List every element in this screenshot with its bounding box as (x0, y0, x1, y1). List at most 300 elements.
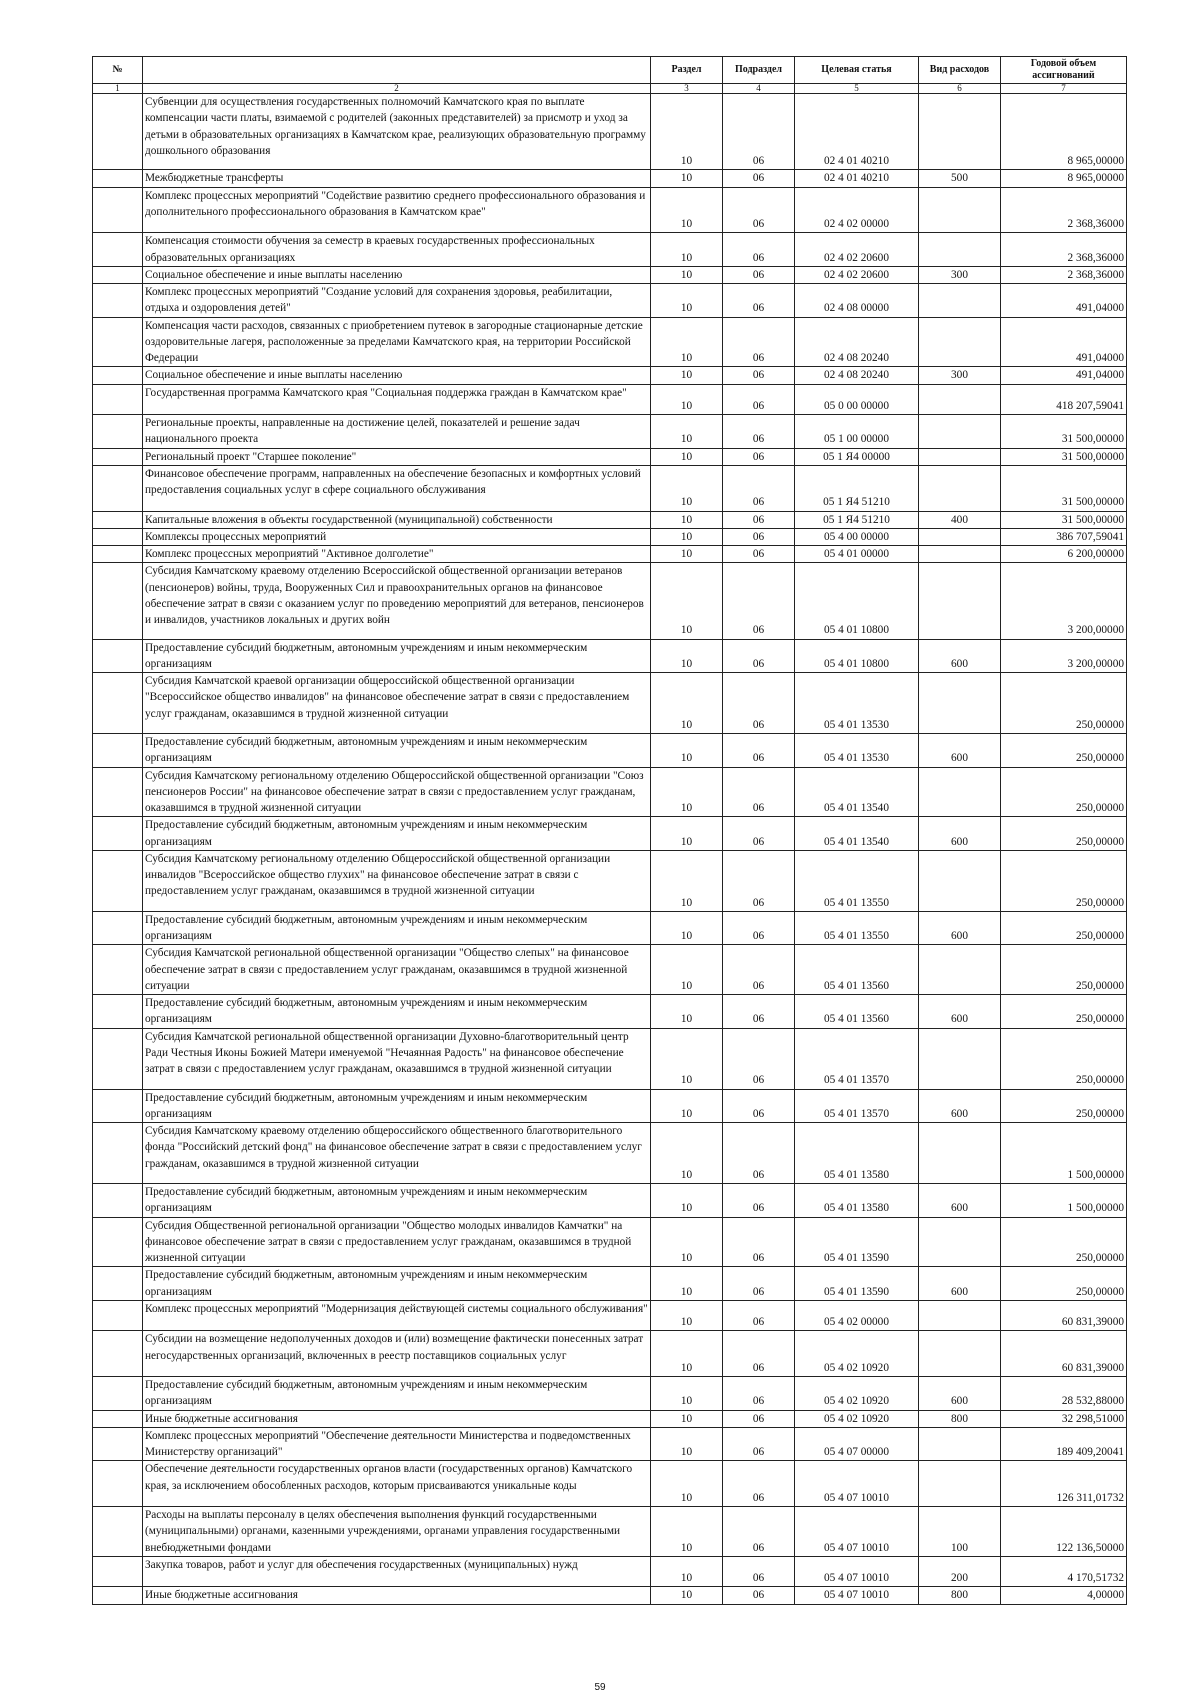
row-name-cell: Компенсация стоимости обучения за семестр в краевых государственных профессиональных образовательных организациях (143, 233, 651, 267)
row-subsection-cell: 06 (723, 563, 795, 639)
row-name-cell: Предоставление субсидий бюджетным, автономным учреждениям и иным некоммерческим организациям (143, 1089, 651, 1123)
row-subsection-cell: 06 (723, 317, 795, 367)
row-name-cell: Субсидии на возмещение недополученных доходов и (или) возмещение фактически понесенных затрат негосударственных организаций, включенных в реестр поставщиков социальных услуг (143, 1331, 651, 1377)
row-section-cell: 10 (651, 1089, 723, 1123)
row-volume-cell: 1 500,00000 (1001, 1123, 1127, 1184)
row-volume-cell: 250,00000 (1001, 1028, 1127, 1089)
row-volume-cell: 1 500,00000 (1001, 1184, 1127, 1218)
table-row (93, 1427, 1127, 1461)
row-expense-cell (919, 546, 1001, 563)
row-volume-cell: 491,04000 (1001, 284, 1127, 318)
header-number: № (93, 57, 143, 84)
row-target-cell: 05 0 00 00000 (795, 384, 919, 415)
row-target-cell: 05 4 01 13570 (795, 1028, 919, 1089)
row-number-cell (93, 1089, 143, 1123)
row-name-cell: Комплекс процессных мероприятий "Создание условий для сохранения здоровья, реабилитации, отдыха и оздоровления детей" (143, 284, 651, 318)
column-number: 4 (723, 84, 795, 94)
row-target-cell: 05 4 02 10920 (795, 1410, 919, 1427)
table-row (93, 170, 1127, 187)
table-row (93, 465, 1127, 511)
row-subsection-cell: 06 (723, 817, 795, 851)
row-number-cell (93, 1123, 143, 1184)
table-row (93, 1461, 1127, 1507)
row-name-cell: Субсидия Камчатскому региональному отделению Общероссийской общественной организации "Союз пенсионеров России" на финансовое обеспечение затрат в связи с предоставлением услуг гражданам, оказавшимся в трудной жизненной ситуации (143, 767, 651, 817)
row-target-cell: 05 4 07 10010 (795, 1556, 919, 1587)
row-volume-cell: 250,00000 (1001, 995, 1127, 1029)
table-row (93, 563, 1127, 639)
table-header-row (93, 57, 1127, 84)
column-number: 3 (651, 84, 723, 94)
row-target-cell: 05 1 Я4 51210 (795, 465, 919, 511)
row-expense-cell (919, 1217, 1001, 1267)
row-volume-cell: 189 409,20041 (1001, 1427, 1127, 1461)
row-expense-cell (919, 448, 1001, 465)
row-expense-cell (919, 465, 1001, 511)
row-expense-cell (919, 850, 1001, 911)
row-volume-cell: 2 368,36000 (1001, 187, 1127, 233)
row-section-cell: 10 (651, 511, 723, 528)
row-target-cell: 05 4 01 13550 (795, 911, 919, 945)
row-name-cell: Субвенции для осуществления государственных полномочий Камчатского края по выплате компенсации части платы, взимаемой с родителей (законных представителей) за присмотр и уход за детьми в образовательных организациях в Камчатском крае, реализующих образовательную программу дошкольного образования (143, 94, 651, 170)
row-expense-cell: 600 (919, 817, 1001, 851)
table-row (93, 734, 1127, 768)
row-subsection-cell: 06 (723, 284, 795, 318)
row-target-cell: 05 4 02 00000 (795, 1300, 919, 1331)
row-number-cell (93, 1507, 143, 1557)
row-subsection-cell: 06 (723, 1184, 795, 1218)
table-row (93, 1267, 1127, 1301)
row-section-cell: 10 (651, 767, 723, 817)
row-subsection-cell: 06 (723, 639, 795, 673)
row-number-cell (93, 1427, 143, 1461)
row-number-cell (93, 284, 143, 318)
row-subsection-cell: 06 (723, 1377, 795, 1411)
row-target-cell: 05 1 Я4 00000 (795, 448, 919, 465)
column-number: 6 (919, 84, 1001, 94)
column-number: 1 (93, 84, 143, 94)
row-volume-cell: 8 965,00000 (1001, 94, 1127, 170)
row-section-cell: 10 (651, 94, 723, 170)
row-number-cell (93, 850, 143, 911)
row-section-cell: 10 (651, 266, 723, 283)
row-number-cell (93, 1461, 143, 1507)
row-target-cell: 05 4 01 13580 (795, 1123, 919, 1184)
table-row (93, 945, 1127, 995)
row-volume-cell: 250,00000 (1001, 734, 1127, 768)
row-expense-cell: 600 (919, 911, 1001, 945)
row-expense-cell: 200 (919, 1556, 1001, 1587)
row-target-cell: 05 4 07 10010 (795, 1507, 919, 1557)
row-section-cell: 10 (651, 1556, 723, 1587)
row-number-cell (93, 945, 143, 995)
row-section-cell: 10 (651, 367, 723, 384)
row-subsection-cell: 06 (723, 528, 795, 545)
row-expense-cell: 600 (919, 1184, 1001, 1218)
row-section-cell: 10 (651, 284, 723, 318)
row-subsection-cell: 06 (723, 911, 795, 945)
row-number-cell (93, 817, 143, 851)
header-annual-volume: Годовой объем ассигнований (1001, 57, 1127, 84)
row-expense-cell (919, 94, 1001, 170)
row-name-cell: Социальное обеспечение и иные выплаты населению (143, 367, 651, 384)
header-subsection: Подраздел (723, 57, 795, 84)
row-section-cell: 10 (651, 1427, 723, 1461)
row-number-cell (93, 528, 143, 545)
row-target-cell: 05 4 01 13550 (795, 850, 919, 911)
row-section-cell: 10 (651, 639, 723, 673)
row-section-cell: 10 (651, 1028, 723, 1089)
row-target-cell: 05 4 01 10800 (795, 563, 919, 639)
row-expense-cell: 600 (919, 1377, 1001, 1411)
row-section-cell: 10 (651, 1507, 723, 1557)
table-row (93, 911, 1127, 945)
row-expense-cell (919, 1427, 1001, 1461)
table-row (93, 187, 1127, 233)
row-volume-cell: 250,00000 (1001, 945, 1127, 995)
table-row (93, 415, 1127, 449)
row-number-cell (93, 187, 143, 233)
row-number-cell (93, 233, 143, 267)
row-volume-cell: 32 298,51000 (1001, 1410, 1127, 1427)
row-number-cell (93, 1556, 143, 1587)
row-section-cell: 10 (651, 1331, 723, 1377)
row-subsection-cell: 06 (723, 995, 795, 1029)
row-section-cell: 10 (651, 233, 723, 267)
row-target-cell: 05 4 01 13560 (795, 945, 919, 995)
row-subsection-cell: 06 (723, 448, 795, 465)
row-expense-cell: 800 (919, 1410, 1001, 1427)
budget-table (92, 56, 1127, 1605)
row-name-cell: Комплекс процессных мероприятий "Модернизация действующей системы социального обслуживания" (143, 1300, 651, 1331)
row-number-cell (93, 1300, 143, 1331)
row-target-cell: 05 4 07 10010 (795, 1587, 919, 1604)
row-name-cell: Субсидия Камчатскому краевому отделению общероссийского общественного благотворительного фонда "Российский детский фонд" на финансовое обеспечение затрат в связи с предоставлением услуг гражданам, оказавшимся в трудной жизненной ситуации (143, 1123, 651, 1184)
row-target-cell: 05 4 01 13580 (795, 1184, 919, 1218)
table-row (93, 94, 1127, 170)
row-volume-cell: 31 500,00000 (1001, 465, 1127, 511)
row-expense-cell (919, 233, 1001, 267)
row-target-cell: 02 4 02 20600 (795, 266, 919, 283)
row-subsection-cell: 06 (723, 850, 795, 911)
column-number: 5 (795, 84, 919, 94)
row-number-cell (93, 384, 143, 415)
row-subsection-cell: 06 (723, 94, 795, 170)
row-name-cell: Региональные проекты, направленные на достижение целей, показателей и решение задач национального проекта (143, 415, 651, 449)
row-subsection-cell: 06 (723, 266, 795, 283)
table-body (93, 94, 1127, 1605)
row-expense-cell (919, 1123, 1001, 1184)
row-section-cell: 10 (651, 187, 723, 233)
row-name-cell: Иные бюджетные ассигнования (143, 1587, 651, 1604)
row-expense-cell (919, 563, 1001, 639)
row-expense-cell (919, 384, 1001, 415)
table-row (93, 767, 1127, 817)
row-name-cell: Комплексы процессных мероприятий (143, 528, 651, 545)
table-row (93, 511, 1127, 528)
row-target-cell: 02 4 02 20600 (795, 233, 919, 267)
row-number-cell (93, 639, 143, 673)
table-row (93, 528, 1127, 545)
row-volume-cell: 2 368,36000 (1001, 233, 1127, 267)
row-section-cell: 10 (651, 465, 723, 511)
table-row (93, 817, 1127, 851)
row-subsection-cell: 06 (723, 511, 795, 528)
table-row (93, 673, 1127, 734)
row-subsection-cell: 06 (723, 1267, 795, 1301)
row-name-cell: Межбюджетные трансферты (143, 170, 651, 187)
table-row (93, 1300, 1127, 1331)
budget-table-sheet (92, 56, 1126, 1605)
table-row (93, 317, 1127, 367)
row-name-cell: Иные бюджетные ассигнования (143, 1410, 651, 1427)
row-number-cell (93, 266, 143, 283)
row-subsection-cell: 06 (723, 1300, 795, 1331)
row-volume-cell: 250,00000 (1001, 767, 1127, 817)
row-target-cell: 05 1 Я4 51210 (795, 511, 919, 528)
row-volume-cell: 8 965,00000 (1001, 170, 1127, 187)
row-target-cell: 05 4 01 13590 (795, 1217, 919, 1267)
row-section-cell: 10 (651, 415, 723, 449)
row-number-cell (93, 563, 143, 639)
row-expense-cell: 100 (919, 1507, 1001, 1557)
row-expense-cell (919, 415, 1001, 449)
row-volume-cell: 2 368,36000 (1001, 266, 1127, 283)
row-name-cell: Региональный проект "Старшее поколение" (143, 448, 651, 465)
row-name-cell: Субсидия Камчатскому региональному отделению Общероссийской общественной организации инвалидов "Всероссийское общество глухих" на финансовое обеспечение затрат в связи с предоставлением услуг гражданам, оказавшимся в трудной жизненной ситуации (143, 850, 651, 911)
row-section-cell: 10 (651, 1300, 723, 1331)
table-row (93, 1184, 1127, 1218)
row-name-cell: Предоставление субсидий бюджетным, автономным учреждениям и иным некоммерческим организациям (143, 1267, 651, 1301)
row-section-cell: 10 (651, 1587, 723, 1604)
row-number-cell (93, 1028, 143, 1089)
row-target-cell: 05 4 01 13530 (795, 673, 919, 734)
table-row (93, 367, 1127, 384)
table-row (93, 995, 1127, 1029)
row-subsection-cell: 06 (723, 384, 795, 415)
table-row (93, 546, 1127, 563)
row-volume-cell: 6 200,00000 (1001, 546, 1127, 563)
row-volume-cell: 31 500,00000 (1001, 448, 1127, 465)
row-name-cell: Предоставление субсидий бюджетным, автономным учреждениям и иным некоммерческим организациям (143, 817, 651, 851)
row-expense-cell: 600 (919, 639, 1001, 673)
row-subsection-cell: 06 (723, 945, 795, 995)
row-target-cell: 02 4 02 00000 (795, 187, 919, 233)
row-volume-cell: 28 532,88000 (1001, 1377, 1127, 1411)
row-subsection-cell: 06 (723, 367, 795, 384)
row-target-cell: 05 1 00 00000 (795, 415, 919, 449)
row-number-cell (93, 767, 143, 817)
table-row (93, 850, 1127, 911)
row-target-cell: 05 4 07 00000 (795, 1427, 919, 1461)
row-expense-cell: 600 (919, 995, 1001, 1029)
row-name-cell: Комплекс процессных мероприятий "Активное долголетие" (143, 546, 651, 563)
row-number-cell (93, 415, 143, 449)
table-row (93, 233, 1127, 267)
row-subsection-cell: 06 (723, 415, 795, 449)
row-subsection-cell: 06 (723, 1587, 795, 1604)
row-target-cell: 05 4 01 13530 (795, 734, 919, 768)
row-volume-cell: 491,04000 (1001, 317, 1127, 367)
header-name (143, 57, 651, 84)
row-name-cell: Закупка товаров, работ и услуг для обеспечения государственных (муниципальных) нужд (143, 1556, 651, 1587)
table-row (93, 639, 1127, 673)
row-expense-cell (919, 1028, 1001, 1089)
row-expense-cell (919, 1461, 1001, 1507)
row-section-cell: 10 (651, 1217, 723, 1267)
row-section-cell: 10 (651, 1410, 723, 1427)
column-number-row (93, 84, 1127, 94)
row-section-cell: 10 (651, 673, 723, 734)
column-number: 2 (143, 84, 651, 94)
table-row (93, 1377, 1127, 1411)
row-volume-cell: 250,00000 (1001, 817, 1127, 851)
row-volume-cell: 3 200,00000 (1001, 639, 1127, 673)
header-target-article: Целевая статья (795, 57, 919, 84)
row-number-cell (93, 1331, 143, 1377)
row-target-cell: 05 4 01 13540 (795, 817, 919, 851)
row-target-cell: 05 4 01 13570 (795, 1089, 919, 1123)
row-section-cell: 10 (651, 1123, 723, 1184)
row-number-cell (93, 465, 143, 511)
row-number-cell (93, 1377, 143, 1411)
row-subsection-cell: 06 (723, 1507, 795, 1557)
row-target-cell: 05 4 02 10920 (795, 1377, 919, 1411)
row-expense-cell: 300 (919, 266, 1001, 283)
row-expense-cell: 400 (919, 511, 1001, 528)
row-subsection-cell: 06 (723, 1123, 795, 1184)
row-name-cell: Капитальные вложения в объекты государственной (муниципальной) собственности (143, 511, 651, 528)
row-section-cell: 10 (651, 1184, 723, 1218)
row-target-cell: 05 4 01 13540 (795, 767, 919, 817)
page-number: 59 (594, 1682, 606, 1693)
row-name-cell: Обеспечение деятельности государственных органов власти (государственных органов) Камчатского края, за исключением обособленных расходов, которым присваиваются уникальные коды (143, 1461, 651, 1507)
header-expense-type: Вид расходов (919, 57, 1001, 84)
row-volume-cell: 31 500,00000 (1001, 511, 1127, 528)
row-expense-cell (919, 1300, 1001, 1331)
row-target-cell: 02 4 08 20240 (795, 317, 919, 367)
row-name-cell: Предоставление субсидий бюджетным, автономным учреждениям и иным некоммерческим организациям (143, 1184, 651, 1218)
row-number-cell (93, 170, 143, 187)
row-expense-cell: 300 (919, 367, 1001, 384)
row-expense-cell (919, 767, 1001, 817)
row-name-cell: Субсидия Камчатской региональной общественной организации "Общество слепых" на финансовое обеспечение затрат в связи с предоставлением услуг гражданам, оказавшимся в трудной жизненной ситуации (143, 945, 651, 995)
table-row (93, 1089, 1127, 1123)
row-number-cell (93, 367, 143, 384)
row-section-cell: 10 (651, 317, 723, 367)
row-volume-cell: 60 831,39000 (1001, 1300, 1127, 1331)
row-subsection-cell: 06 (723, 233, 795, 267)
row-number-cell (93, 448, 143, 465)
row-expense-cell (919, 317, 1001, 367)
table-row (93, 1217, 1127, 1267)
row-expense-cell: 600 (919, 734, 1001, 768)
row-name-cell: Компенсация части расходов, связанных с приобретением путевок в загородные стационарные детские оздоровительные лагеря, расположенные за пределами Камчатского края, на территории Российской Федерации (143, 317, 651, 367)
row-section-cell: 10 (651, 995, 723, 1029)
row-subsection-cell: 06 (723, 546, 795, 563)
row-section-cell: 10 (651, 850, 723, 911)
row-subsection-cell: 06 (723, 1089, 795, 1123)
table-row (93, 384, 1127, 415)
row-expense-cell: 500 (919, 170, 1001, 187)
row-section-cell: 10 (651, 528, 723, 545)
row-target-cell: 02 4 08 00000 (795, 284, 919, 318)
row-number-cell (93, 317, 143, 367)
row-expense-cell (919, 673, 1001, 734)
row-number-cell (93, 911, 143, 945)
row-name-cell: Комплекс процессных мероприятий "Обеспечение деятельности Министерства и подведомственных Министерству организаций" (143, 1427, 651, 1461)
row-number-cell (93, 94, 143, 170)
row-subsection-cell: 06 (723, 1217, 795, 1267)
row-volume-cell: 250,00000 (1001, 1089, 1127, 1123)
row-section-cell: 10 (651, 817, 723, 851)
row-section-cell: 10 (651, 170, 723, 187)
row-section-cell: 10 (651, 1267, 723, 1301)
row-volume-cell: 491,04000 (1001, 367, 1127, 384)
row-volume-cell: 418 207,59041 (1001, 384, 1127, 415)
row-section-cell: 10 (651, 734, 723, 768)
row-target-cell: 02 4 01 40210 (795, 94, 919, 170)
row-number-cell (93, 1267, 143, 1301)
table-row (93, 1410, 1127, 1427)
column-number: 7 (1001, 84, 1127, 94)
row-expense-cell (919, 528, 1001, 545)
row-number-cell (93, 1410, 143, 1427)
row-volume-cell: 250,00000 (1001, 1267, 1127, 1301)
row-subsection-cell: 06 (723, 673, 795, 734)
row-expense-cell (919, 1331, 1001, 1377)
row-expense-cell (919, 187, 1001, 233)
row-number-cell (93, 546, 143, 563)
row-volume-cell: 60 831,39000 (1001, 1331, 1127, 1377)
row-subsection-cell: 06 (723, 187, 795, 233)
row-target-cell: 02 4 01 40210 (795, 170, 919, 187)
row-number-cell (93, 511, 143, 528)
row-name-cell: Предоставление субсидий бюджетным, автономным учреждениям и иным некоммерческим организациям (143, 734, 651, 768)
row-volume-cell: 3 200,00000 (1001, 563, 1127, 639)
row-subsection-cell: 06 (723, 1028, 795, 1089)
row-volume-cell: 250,00000 (1001, 1217, 1127, 1267)
row-volume-cell: 31 500,00000 (1001, 415, 1127, 449)
row-expense-cell: 600 (919, 1267, 1001, 1301)
row-name-cell: Финансовое обеспечение программ, направленных на обеспечение безопасных и комфортных условий предоставления социальных услуг в сфере социального обслуживания (143, 465, 651, 511)
row-target-cell: 05 4 07 10010 (795, 1461, 919, 1507)
table-row (93, 1587, 1127, 1604)
row-expense-cell: 600 (919, 1089, 1001, 1123)
row-number-cell (93, 1184, 143, 1218)
row-expense-cell (919, 284, 1001, 318)
row-section-cell: 10 (651, 546, 723, 563)
row-number-cell (93, 1217, 143, 1267)
table-row (93, 266, 1127, 283)
row-section-cell: 10 (651, 384, 723, 415)
table-row (93, 1331, 1127, 1377)
row-name-cell: Предоставление субсидий бюджетным, автономным учреждениям и иным некоммерческим организациям (143, 1377, 651, 1411)
row-target-cell: 05 4 01 13590 (795, 1267, 919, 1301)
row-name-cell: Субсидия Камчатской краевой организации общероссийской общественной организации "Всероссийское общество инвалидов" на финансовое обеспечение затрат в связи с предоставлением услуг гражданам, оказавшимся в трудной жизненной ситуации (143, 673, 651, 734)
row-name-cell: Социальное обеспечение и иные выплаты населению (143, 266, 651, 283)
row-subsection-cell: 06 (723, 170, 795, 187)
row-volume-cell: 122 136,50000 (1001, 1507, 1127, 1557)
row-name-cell: Субсидия Камчатской региональной общественной организации Духовно-благотворительный центр Ради Честныя Иконы Божией Матери именуемой "Нечаянная Радость" на финансовое обеспечение затрат в связи с предоставлением услуг гражданам, оказавшимся в трудной жизненной ситуации (143, 1028, 651, 1089)
row-volume-cell: 250,00000 (1001, 911, 1127, 945)
row-name-cell: Субсидия Общественной региональной организации "Общество молодых инвалидов Камчатки" на финансовое обеспечение затрат в связи с предоставлением услуг гражданам, оказавшимся в трудной жизненной ситуации (143, 1217, 651, 1267)
table-row (93, 1028, 1127, 1089)
row-subsection-cell: 06 (723, 1410, 795, 1427)
row-name-cell: Предоставление субсидий бюджетным, автономным учреждениям и иным некоммерческим организациям (143, 639, 651, 673)
row-subsection-cell: 06 (723, 1427, 795, 1461)
row-number-cell (93, 673, 143, 734)
row-section-cell: 10 (651, 1377, 723, 1411)
